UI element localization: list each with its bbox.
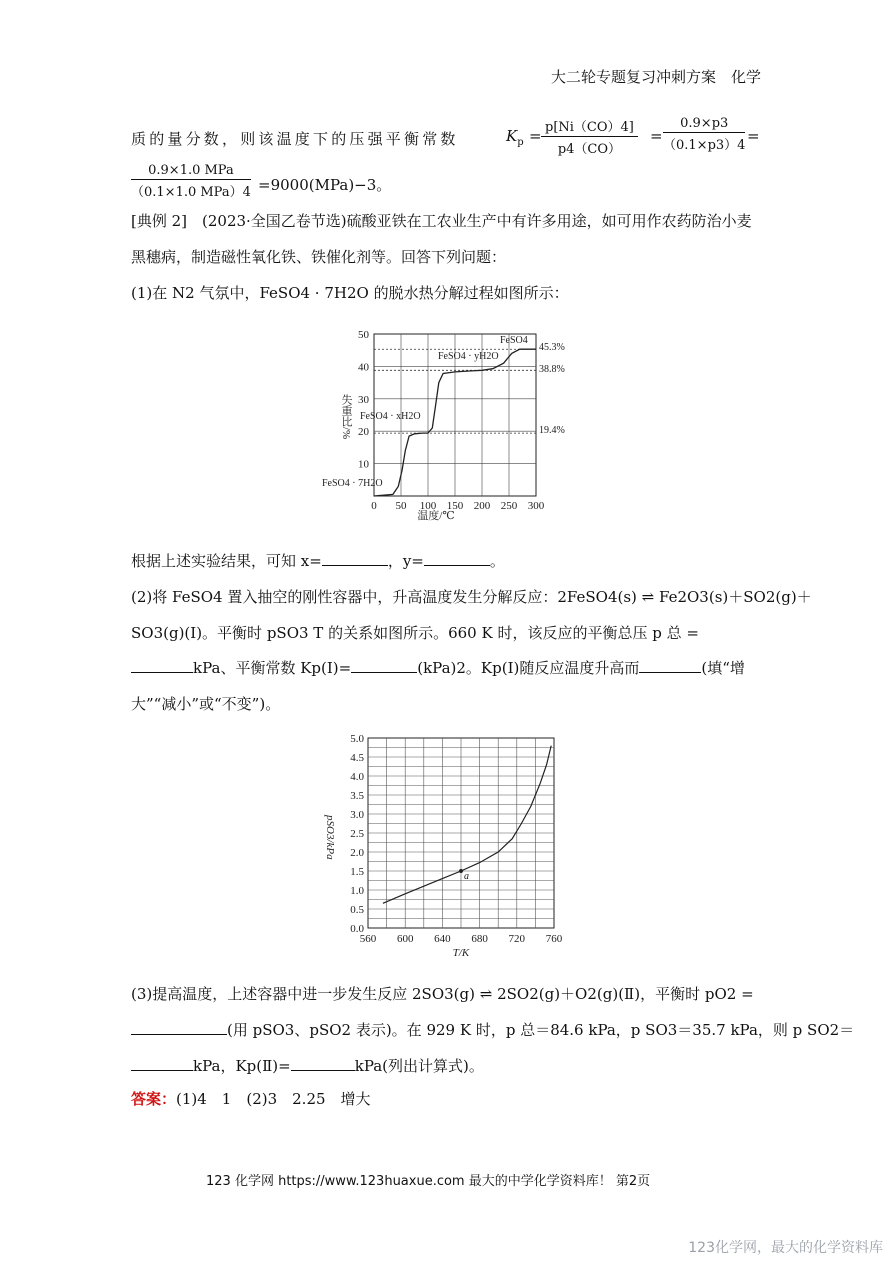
question-3-line-1: (3)提高温度，上述容器中进一步发生反应 2SO3(g) ⇌ 2SO2(g)＋O2(g)(Ⅱ)，平衡时 pO2 =: [131, 985, 754, 1003]
pso3-y-tick: 3.0: [350, 809, 364, 821]
answer-text: (1)4 1 (2)3 2.25 增大: [176, 1090, 371, 1108]
kp-result: =9000(MPa)−3。: [258, 176, 392, 194]
blank-x: [322, 551, 388, 566]
label-19-4: 19.4%: [539, 425, 565, 436]
question-1-ask: 根据上述实验结果，可知 x= ，y= 。: [131, 552, 505, 570]
equals-1: =: [529, 127, 542, 145]
point-a-marker: [459, 869, 463, 873]
pso3-y-tick: 4.5: [350, 752, 364, 764]
label-anhydrous: FeSO4: [500, 335, 528, 346]
tga-y-tick: 50: [358, 329, 369, 341]
blank-y: [424, 551, 490, 566]
tga-y-tick: 20: [358, 426, 369, 439]
question-3-line-2: (用 pSO3、pSO2 表示)。在 929 K 时，p 总＝84.6 kPa，p SO3＝35.7 kPa，则 p SO2＝: [131, 1019, 854, 1040]
pso3-x-label: T/K: [452, 947, 470, 959]
point-a-label: a: [464, 871, 469, 882]
pso3-y-tick: 5.0: [350, 733, 364, 745]
label-38-8: 38.8%: [539, 364, 565, 375]
pso3-y-tick: 2.0: [350, 847, 364, 859]
blank-kp1: [351, 658, 417, 673]
tga-y-ticks: [358, 329, 370, 471]
question-2-line-1: (2)将 FeSO4 置入抽空的刚性容器中，升高温度发生分解反应：2FeSO4(s) ⇌ Fe2O3(s)＋SO2(g)＋: [131, 588, 812, 606]
pso3-x-ticks: [360, 933, 563, 945]
question-2-line-4: 大”“减小”或“不变”)。: [131, 695, 281, 713]
blank-total-pressure: [131, 658, 193, 673]
tga-x-tick: 0: [371, 500, 377, 512]
blank-kp2: [291, 1056, 355, 1071]
tga-x-tick: 50: [395, 500, 407, 512]
pso3-y-tick: 2.5: [350, 828, 364, 840]
kp-fraction-2: $\frac{0.9\times p3}{(0.1\times p3)4}$: [663, 116, 746, 153]
tga-x-tick: 200: [473, 500, 491, 512]
pso3-y-tick: 3.5: [350, 790, 364, 802]
question-2-line-2: SO3(g)(Ⅰ)。平衡时 pSO3 T 的关系如图所示。660 K 时，该反应的平衡总压 p 总 =: [131, 624, 699, 642]
pso3-x-tick: 760: [545, 933, 563, 945]
tga-y-label: 失重比/%: [340, 394, 352, 440]
blank-pso2: [131, 1056, 193, 1071]
pso3-y-tick: 4.0: [350, 771, 364, 783]
label-x-hydrate: FeSO4 · xH2O: [360, 411, 421, 422]
page-header: 大二轮专题复习冲刺方案 化学: [550, 68, 761, 86]
tga-x-tick: 300: [527, 500, 545, 512]
tga-y-tick: 30: [358, 393, 369, 406]
tga-x-tick: 250: [500, 500, 518, 512]
answer: [131, 1088, 371, 1109]
kp-fraction-1: $\frac{p[Ni(CO)4]}{p4(CO)}$: [541, 116, 638, 157]
pso3-y-tick: 0.5: [350, 904, 364, 916]
pso3-y-tick: 0.0: [350, 923, 364, 935]
kp-symbol: $K_p$: [506, 127, 524, 148]
prev-text: 质的量分数，则该温度下的压强平衡常数: [131, 130, 459, 148]
tga-x-tick: 150: [446, 500, 464, 512]
example-intro-1: [典例 2] (2023·全国乙卷节选)硫酸亚铁在工农业生产中有许多用途，如可用作农药防治小麦: [131, 212, 752, 230]
label-heptahydrate: FeSO4 · 7H2O: [322, 478, 383, 489]
tga-x-ticks: [371, 500, 545, 512]
pso3-y-label: pSO3/kPa: [324, 815, 336, 860]
pso3-x-tick: 720: [508, 933, 526, 945]
label-y-hydrate: FeSO4 · yH2O: [438, 351, 499, 362]
label-45-3: 45.3%: [539, 342, 565, 353]
blank-po2: [131, 1020, 227, 1035]
blank-trend: [639, 658, 701, 673]
answer-label: 答案：: [131, 1090, 177, 1108]
tga-y-tick: 40: [358, 361, 369, 374]
kp-fraction-3: 0.9×1.0 MPa （0.1×1.0 MPa）4: [131, 163, 251, 200]
equals-2: =: [650, 127, 663, 145]
question-1: (1)在 N2 气氛中，FeSO4 · 7H2O 的脱水热分解过程如图所示：: [131, 284, 569, 302]
pso3-y-tick: 1.5: [350, 866, 364, 878]
pso3-chart: [322, 730, 572, 960]
tga-chart: [316, 326, 596, 526]
question-3-line-3: kPa，Kp(Ⅱ)= kPa(列出计算式)。: [131, 1055, 484, 1076]
pso3-x-tick: 560: [359, 933, 377, 945]
pso3-y-ticks: [350, 733, 364, 935]
pso3-x-tick: 600: [396, 933, 414, 945]
question-2-line-3: kPa、平衡常数 Kp(Ⅰ)= (kPa)2。Kp(Ⅰ)随反应温度升高而 (填“增: [131, 657, 745, 678]
pso3-x-tick: 640: [434, 933, 451, 945]
tga-x-tick: 100: [419, 500, 437, 512]
example-intro-2: 黑穗病，制造磁性氧化铁、铁催化剂等。回答下列问题：: [131, 248, 507, 266]
pso3-y-tick: 1.0: [350, 885, 364, 897]
equals-3: =: [747, 127, 760, 145]
tga-x-label: 温度/℃: [417, 510, 455, 522]
pso3-x-tick: 680: [471, 933, 488, 945]
tga-y-tick: 10: [358, 458, 369, 471]
watermark: 123化学网，最大的化学资料库: [688, 1240, 883, 1256]
pso3-grid: [368, 738, 554, 928]
page-footer: 123 化学网 https://www.123huaxue.com 最大的中学化学资料库！ 第2页: [206, 1174, 651, 1189]
